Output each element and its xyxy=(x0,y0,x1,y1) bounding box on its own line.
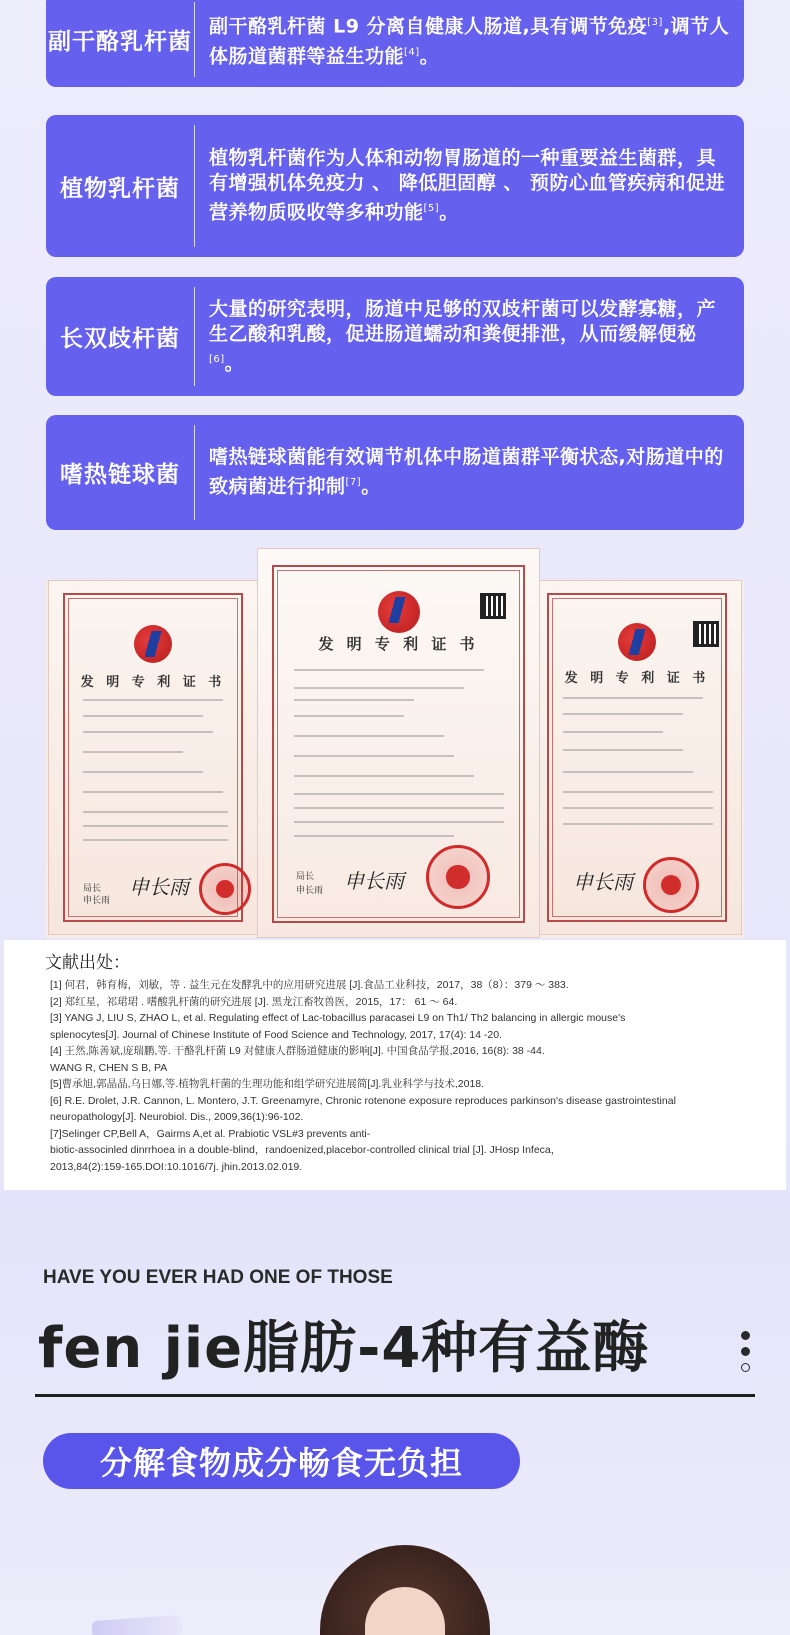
chief-label: 局长 xyxy=(296,872,315,882)
official-seal xyxy=(643,857,699,913)
certificate-text-line xyxy=(83,791,223,793)
strain-description-text: 大量的研究表明，肠道中足够的双歧杆菌可以发酵寡糖，产生乙酸和乳酸，促进肠道蠕动和粪便排泄，从而缓解便秘 xyxy=(209,297,717,345)
dot xyxy=(741,1363,750,1372)
chief-name: 申长雨 xyxy=(83,896,111,906)
dot xyxy=(741,1347,750,1356)
strain-description-text-2: ,调节人体肠道菌群等益生功能 xyxy=(209,15,730,67)
certificate-text-line xyxy=(83,771,203,773)
strain-card-plantarum xyxy=(46,115,744,257)
reference-line: splenocytes[J]. Journal of Chinese Institute of Food Science and Technology, 2017, 17(4): 14 -20. xyxy=(50,1028,502,1041)
strain-name: 嗜热链球菌 xyxy=(60,462,180,488)
certificate-text-line xyxy=(563,771,693,773)
citation-mark: [3] xyxy=(647,17,663,29)
qr-code-icon xyxy=(693,621,719,647)
patent-office-logo xyxy=(618,623,656,661)
certificate-text-line xyxy=(83,731,213,733)
signature: 申长雨 xyxy=(344,869,404,893)
certificate-text-line xyxy=(563,697,703,699)
certificate-text-line xyxy=(563,749,683,751)
patent-office-logo xyxy=(134,625,172,663)
citation-mark: [7] xyxy=(345,477,362,489)
strain-description-tail: 。 xyxy=(419,44,440,67)
patent-office-logo xyxy=(378,591,420,633)
certificate-text-line xyxy=(563,713,683,715)
certificate-text-line xyxy=(294,687,464,689)
certificate-text-line xyxy=(294,775,474,777)
reference-line: WANG R, CHEN S B, PA xyxy=(50,1061,168,1074)
patent-certificate-center xyxy=(257,548,540,938)
citation-mark: [6] xyxy=(209,353,225,365)
strain-card-paracasei xyxy=(46,0,744,87)
strain-description-text: 嗜热链球菌能有效调节机体中肠道菌群平衡状态,对肠道中的致病菌进行抑制 xyxy=(209,446,724,498)
strain-description-tail: 。 xyxy=(361,475,381,498)
strain-description-tail: 。 xyxy=(439,201,459,224)
certificate-text-line xyxy=(83,751,183,753)
section-headline: fen jie脂肪-4种有益酶 xyxy=(38,1316,650,1381)
strain-description xyxy=(195,297,744,376)
strain-name: 副干酪乳杆菌 xyxy=(48,29,192,55)
references-list xyxy=(50,977,750,1175)
feature-pill: 分解食物成分畅食无负担 xyxy=(43,1433,520,1489)
certificate-text-line xyxy=(294,793,504,795)
certificate-text-line xyxy=(563,823,713,825)
reference-line: [1] 何君，韩育梅，刘敏，等 . 益生元在发酵乳中的应用研究进展 [J].食品工业科技，2017，38（8）：379 ～ 383. xyxy=(50,979,569,991)
reference-line: 2013,84(2):159-165.DOI:10.1016/7j. jhin.2013.02.019. xyxy=(50,1160,303,1173)
strain-description xyxy=(195,10,744,69)
reference-line: [6] R.E. Drolet, J.R. Cannon, L. Montero, J.T. Greenamyre, Chronic rotenone exposure reproduces parkinson's disease gastrointestinal xyxy=(50,1094,676,1107)
qr-code-icon xyxy=(480,593,506,619)
certificate-text-line xyxy=(83,825,228,827)
signature: 申长雨 xyxy=(129,875,189,899)
certificate-title: 发 明 专 利 证 书 xyxy=(80,675,226,690)
strain-card-longum xyxy=(46,277,744,396)
certificate-text-line xyxy=(294,807,504,809)
certificate-text-line xyxy=(294,835,454,837)
references-title: 文献出处： xyxy=(45,953,130,973)
section-eyebrow: HAVE YOU EVER HAD ONE OF THOSE xyxy=(43,1267,393,1288)
strain-card-thermophilus xyxy=(46,415,744,530)
dot xyxy=(741,1331,750,1340)
patent-certificate-right xyxy=(532,580,742,935)
official-seal xyxy=(426,845,490,909)
certificate-text-line xyxy=(83,839,228,841)
certificate-text-line xyxy=(83,811,228,813)
reference-line: [5]曹承旭,郭晶晶,乌日娜,等.植物乳杆菌的生理功能和组学研究进展简[J].乳业科学与技术,2018. xyxy=(50,1078,485,1090)
certificate-text-line xyxy=(294,755,454,757)
section-divider xyxy=(35,1394,755,1397)
vertical-dots-icon xyxy=(740,1331,752,1375)
strain-description xyxy=(195,146,744,225)
certificate-text-line xyxy=(83,699,223,701)
patent-certificate-left xyxy=(48,580,258,935)
reference-line: neuropathology[J]. Neurobiol. Dis., 2009,36(1):96-102. xyxy=(50,1111,304,1123)
reference-line: [4] 王然,陈善斌,庞瑞鹏,等. 干酪乳杆菌 L9 对健康人群肠道健康的影响[J]. 中国食品学报,2016, 16(8): 38 -44. xyxy=(50,1045,545,1057)
reference-line: biotic-associnled dinrrhoea in a double-blind，randoenized,placebor-controlled clinical trial [J]. JHosp Infeca， xyxy=(50,1144,562,1156)
reference-line: [7]Selinger CP,Bell A，Gairms A,et al. Prabiotic VSL#3 prevents anti- xyxy=(50,1127,371,1140)
certificate-text-line xyxy=(294,735,444,737)
reference-line: [3] YANG J, LIU S, ZHAO L, et al. Regulating effect of Lac-tobacillus paracasei L9 on Th1/ Th2 balancing in allergic mouse's xyxy=(50,1012,626,1024)
strain-name: 植物乳杆菌 xyxy=(60,175,180,202)
strain-description-text: 副干酪乳杆菌 L9 分离自健康人肠道,具有调节免疫 xyxy=(209,15,648,38)
citation-mark: [5] xyxy=(423,203,440,215)
official-seal xyxy=(199,863,251,915)
certificate-text-line xyxy=(294,715,404,717)
strain-description xyxy=(195,445,744,499)
certificate-title: 发 明 专 利 证 书 xyxy=(564,671,710,686)
signature: 申长雨 xyxy=(573,870,633,894)
certificate-text-line xyxy=(294,669,484,671)
certificate-text-line xyxy=(294,699,414,701)
certificate-text-line xyxy=(294,821,504,823)
reference-line: [2] 郑红星，祁珺珺 . 嗜酸乳杆菌的研究进展 [J]. 黑龙江畜牧兽医，2015，17： 61 ～ 64. xyxy=(50,995,458,1008)
certificate-text-line xyxy=(83,715,203,717)
citation-mark: [4] xyxy=(404,46,420,58)
strain-description-text: 植物乳杆菌作为人体和动物胃肠道的一种重要益生菌群，具有增强机体免疫力 、 降低胆固醇 、 预防心血管疾病和促进营养物质吸收等多种功能 xyxy=(209,147,725,224)
certificate-text-line xyxy=(563,791,713,793)
certificate-text-line xyxy=(563,807,713,809)
strain-name: 长双歧杆菌 xyxy=(60,326,180,352)
references-panel xyxy=(4,940,786,1190)
chief-name: 申长雨 xyxy=(296,886,324,896)
certificate-title: 发 明 专 利 证 书 xyxy=(318,635,479,653)
strain-description-tail: 。 xyxy=(224,352,245,375)
certificate-text-line xyxy=(563,731,663,733)
chief-label: 局长 xyxy=(83,884,102,894)
